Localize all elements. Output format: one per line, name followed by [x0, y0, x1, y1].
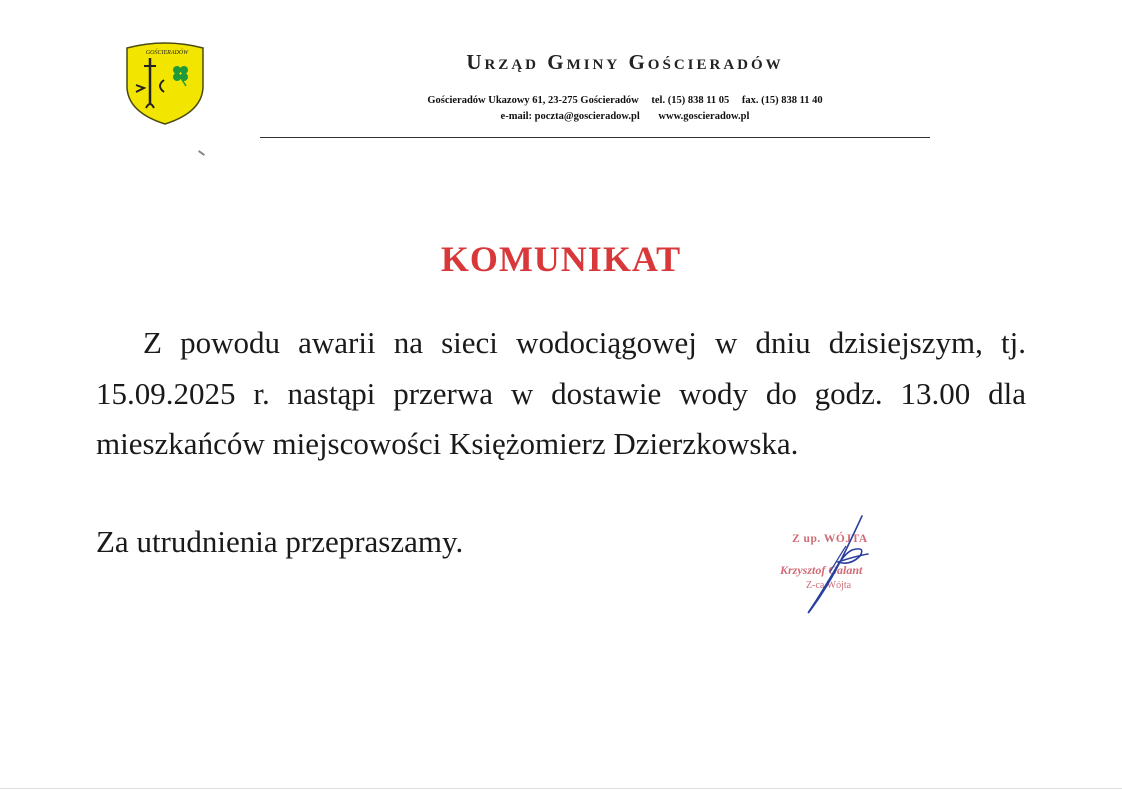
office-address: Gościeradów Ukazowy 61, 23-275 Gościeradów	[427, 95, 639, 106]
stamp-position: Z-ca Wójta	[806, 580, 852, 591]
office-website: www.goscieradow.pl	[658, 111, 750, 122]
office-phone: tel. (15) 838 11 05	[651, 95, 730, 106]
office-name: Urząd Gminy Gościeradów	[466, 50, 784, 74]
header-divider	[260, 137, 930, 138]
office-contact-line	[330, 95, 920, 106]
stamp-authorization: Z up. WÓJTA	[792, 533, 868, 545]
coat-of-arms-logo	[124, 42, 206, 126]
notice-body: Z powodu awarii na sieci wodociągowej w dniu dzisiejszym, tj. 15.09.2025 r. nastąpi przerwa w dostawie wody do godz. 13.00 dla mieszkańców miejscowości Księżomierz Dzierzkowska.	[96, 325, 1026, 461]
scan-speck	[198, 150, 205, 156]
office-online-line	[330, 111, 920, 122]
office-email: e-mail: poczta@goscieradow.pl	[500, 111, 640, 122]
office-fax: fax. (15) 838 11 40	[741, 95, 823, 106]
stamp-name: Krzysztof Galant	[780, 563, 863, 577]
handwritten-signature	[770, 512, 890, 622]
notice-closing: Za utrudnienia przepraszamy.	[96, 524, 464, 559]
svg-text:GOŚCIERADÓW: GOŚCIERADÓW	[145, 50, 189, 56]
notice-title: KOMUNIKAT	[440, 239, 682, 279]
page-edge	[0, 788, 1122, 789]
